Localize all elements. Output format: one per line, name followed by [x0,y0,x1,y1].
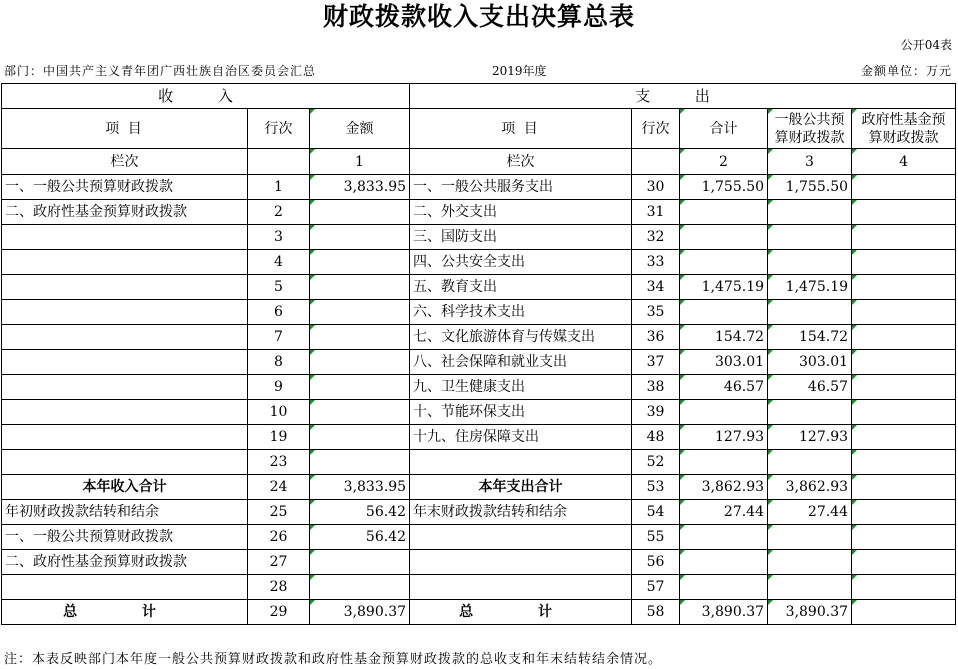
income-amount-cell [310,350,410,375]
income-line-cell: 29 [248,600,310,625]
expense-total-cell: 27.44 [680,500,768,525]
expense-total-cell [680,250,768,275]
fund-budget-cell [852,300,956,325]
income-amount-cell [310,400,410,425]
table-row [2,600,956,625]
general-budget-cell [768,300,852,325]
income-line-cell: 25 [248,500,310,525]
expense-item-cell: 三、国防支出 [410,225,632,250]
income-amount-cell: 56.42 [310,525,410,550]
expense-total-cell [680,550,768,575]
expense-item-cell [410,450,632,475]
expense-total-cell: 303.01 [680,350,768,375]
fund-budget-cell [852,325,956,350]
page-title: 财政拨款收入支出决算总表 [322,2,635,31]
expense-total-cell [680,450,768,475]
income-line-cell: 10 [248,400,310,425]
table-row [2,500,956,525]
income-line-cell: 5 [248,275,310,300]
table-row [2,275,956,300]
table-row [2,175,956,200]
fund-budget-header: 政府性基金预算财政拨款 [852,109,956,149]
income-amount-cell [310,325,410,350]
expense-line-cell: 35 [632,300,680,325]
general-budget-cell: 27.44 [768,500,852,525]
expense-line-cell: 58 [632,600,680,625]
general-budget-cell: 303.01 [768,350,852,375]
general-budget-header: 一般公共预算财政拨款 [768,109,852,149]
table-row [2,450,956,475]
expense-line-cell: 36 [632,325,680,350]
income-item-cell [2,225,248,250]
expense-total-cell [680,525,768,550]
expense-line-cell: 32 [632,225,680,250]
fund-budget-cell [852,550,956,575]
column-number-1: 1 [310,149,410,175]
table-row [2,425,956,450]
expense-line-cell: 33 [632,250,680,275]
column-label-right: 栏次 [410,149,632,175]
table-row [2,225,956,250]
expense-total-cell [680,300,768,325]
fund-budget-cell [852,600,956,625]
income-amount-cell [310,550,410,575]
income-item-cell [2,375,248,400]
table-row [2,550,956,575]
form-number: 公开04表 [900,38,952,52]
expense-item-cell: 一、一般公共服务支出 [410,175,632,200]
expense-total-cell: 1,755.50 [680,175,768,200]
table-row [2,375,956,400]
expense-total-cell [680,200,768,225]
fund-budget-cell [852,450,956,475]
expense-line-cell: 34 [632,275,680,300]
expense-item-cell: 总 计 [410,600,632,625]
income-item-cell: 总 计 [2,600,248,625]
table-row [2,350,956,375]
expense-line-cell: 55 [632,525,680,550]
general-budget-cell [768,550,852,575]
table-row [2,575,956,600]
department-label: 部门：中国共产主义青年团广西壮族自治区委员会汇总 [4,64,317,78]
income-amount-cell [310,225,410,250]
expense-item-cell [410,550,632,575]
general-budget-cell: 3,890.37 [768,600,852,625]
fund-budget-cell [852,375,956,400]
fund-budget-cell [852,200,956,225]
table-row [2,400,956,425]
expense-total-cell [680,575,768,600]
table-row [2,325,956,350]
income-item-cell: 一、一般公共预算财政拨款 [2,175,248,200]
general-budget-cell [768,400,852,425]
general-budget-cell: 1,755.50 [768,175,852,200]
income-item-cell [2,300,248,325]
income-amount-cell [310,425,410,450]
expense-line-cell: 57 [632,575,680,600]
income-item-header: 项 目 [2,109,248,149]
expense-line-cell: 39 [632,400,680,425]
expense-item-cell: 七、文化旅游体育与传媒支出 [410,325,632,350]
income-item-cell [2,400,248,425]
income-item-cell [2,350,248,375]
expense-line-header: 行次 [632,109,680,149]
fund-budget-cell [852,275,956,300]
income-line-cell: 6 [248,300,310,325]
fund-budget-cell [852,425,956,450]
general-budget-cell: 46.57 [768,375,852,400]
income-line-cell: 1 [248,175,310,200]
income-item-cell [2,450,248,475]
expense-line-cell: 31 [632,200,680,225]
blank-cell [248,149,310,175]
table-row [2,200,956,225]
expense-item-cell: 四、公共安全支出 [410,250,632,275]
income-item-cell: 年初财政拨款结转和结余 [2,500,248,525]
fund-budget-cell [852,525,956,550]
general-budget-cell [768,525,852,550]
column-label-left: 栏次 [2,149,248,175]
general-budget-cell [768,200,852,225]
fund-budget-cell [852,250,956,275]
expense-line-cell: 53 [632,475,680,500]
income-line-cell: 19 [248,425,310,450]
year-label: 2019年度 [492,64,547,78]
expense-total-cell [680,225,768,250]
expense-item-cell [410,525,632,550]
income-line-cell: 2 [248,200,310,225]
table-row [2,300,956,325]
income-header: 收 入 [2,84,410,109]
income-amount-cell: 56.42 [310,500,410,525]
expense-total-cell: 1,475.19 [680,275,768,300]
income-line-cell: 26 [248,525,310,550]
general-budget-cell [768,450,852,475]
general-budget-cell: 127.93 [768,425,852,450]
table-row [2,475,956,500]
income-item-cell: 二、政府性基金预算财政拨款 [2,550,248,575]
income-item-cell [2,275,248,300]
expense-total-header: 合计 [680,109,768,149]
expense-item-cell: 年末财政拨款结转和结余 [410,500,632,525]
expense-total-cell: 154.72 [680,325,768,350]
income-amount-cell: 3,890.37 [310,600,410,625]
expense-total-cell: 127.93 [680,425,768,450]
income-amount-cell [310,250,410,275]
table-row [2,525,956,550]
fund-budget-cell [852,475,956,500]
expense-item-cell: 二、外交支出 [410,200,632,225]
general-budget-cell: 1,475.19 [768,275,852,300]
income-amount-cell [310,300,410,325]
expense-line-cell: 56 [632,550,680,575]
expense-item-cell [410,575,632,600]
income-line-cell: 27 [248,550,310,575]
expense-line-cell: 48 [632,425,680,450]
income-amount-cell [310,375,410,400]
income-item-cell [2,250,248,275]
income-item-cell: 本年收入合计 [2,475,248,500]
income-amount-header: 金额 [310,109,410,149]
fund-budget-cell [852,400,956,425]
expense-line-cell: 54 [632,500,680,525]
general-budget-cell [768,225,852,250]
table-row [2,250,956,275]
expense-item-cell: 本年支出合计 [410,475,632,500]
expense-item-cell: 十九、住房保障支出 [410,425,632,450]
income-line-cell: 24 [248,475,310,500]
column-number-4: 4 [852,149,956,175]
expense-total-cell: 3,890.37 [680,600,768,625]
column-number-2: 2 [680,149,768,175]
expense-line-cell: 37 [632,350,680,375]
expense-line-cell: 30 [632,175,680,200]
income-line-cell: 9 [248,375,310,400]
footnote: 注：本表反映部门本年度一般公共预算财政拨款和政府性基金预算财政拨款的总收支和年末结转结余情况。 [4,652,663,667]
expense-header: 支 出 [410,84,956,109]
income-line-cell: 3 [248,225,310,250]
expense-item-cell: 九、卫生健康支出 [410,375,632,400]
general-budget-cell: 154.72 [768,325,852,350]
expense-line-cell: 38 [632,375,680,400]
income-amount-cell [310,200,410,225]
income-line-cell: 8 [248,350,310,375]
income-line-header: 行次 [248,109,310,149]
income-line-cell: 7 [248,325,310,350]
unit-label: 金额单位：万元 [860,64,952,78]
income-item-cell: 二、政府性基金预算财政拨款 [2,200,248,225]
income-amount-cell: 3,833.95 [310,475,410,500]
fund-budget-cell [852,500,956,525]
blank-cell [632,149,680,175]
expense-total-cell: 3,862.93 [680,475,768,500]
income-item-cell: 一、一般公共预算财政拨款 [2,525,248,550]
expense-item-cell: 六、科学技术支出 [410,300,632,325]
expense-total-cell [680,400,768,425]
income-amount-cell [310,575,410,600]
income-amount-cell [310,275,410,300]
income-amount-cell: 3,833.95 [310,175,410,200]
expense-item-cell: 八、社会保障和就业支出 [410,350,632,375]
income-line-cell: 23 [248,450,310,475]
fund-budget-cell [852,575,956,600]
income-line-cell: 28 [248,575,310,600]
expense-total-cell: 46.57 [680,375,768,400]
fund-budget-cell [852,350,956,375]
income-item-cell [2,425,248,450]
general-budget-cell: 3,862.93 [768,475,852,500]
income-amount-cell [310,450,410,475]
income-item-cell [2,325,248,350]
expense-item-cell: 十、节能环保支出 [410,400,632,425]
fund-budget-cell [852,225,956,250]
budget-table [1,83,956,625]
income-line-cell: 4 [248,250,310,275]
expense-line-cell: 52 [632,450,680,475]
expense-item-cell: 五、教育支出 [410,275,632,300]
fund-budget-cell [852,175,956,200]
general-budget-cell [768,250,852,275]
column-number-3: 3 [768,149,852,175]
general-budget-cell [768,575,852,600]
income-item-cell [2,575,248,600]
expense-item-header: 项 目 [410,109,632,149]
